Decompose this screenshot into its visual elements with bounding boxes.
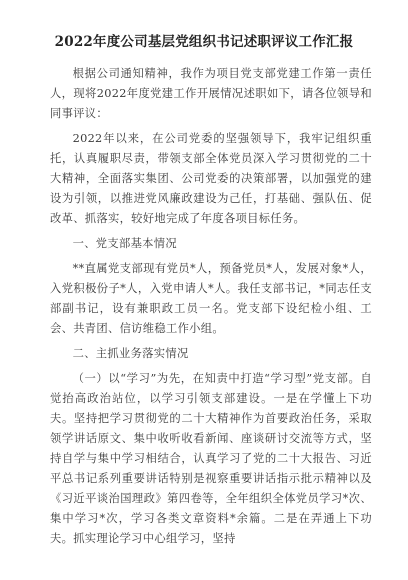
study-paragraph: （一）以“学习”为先，在知责中打造“学习型”党支部。自觉抬高政治站位，以学习引领支部建设。一是在学懂上下功夫。坚持把学习贯彻党的二十大精神作为首要政治任务，采取领学讲话原文、集中收听收看新闻、座谈研讨交流等方式，坚持自学与集中学习相结合，认真学习了党的二十大报告、习近平总书记系列重要讲话特别是视察重要讲话指示批示精神以及《习近平谈治国理政》第四卷等，全年组织全体党员学习*次、集中学习*次，学习各类文章资料*余篇。二是在弄通上下功夫。抓实理论学习中心组学习，坚持 xyxy=(50,372,372,545)
document-title: 2022年度公司基层党组织书记述职评议工作汇报 xyxy=(54,34,354,50)
document-body xyxy=(50,64,372,549)
basic-info-paragraph: **直属党支部现有党员*人，预备党员*人，发展对象*人，入党积极份子*人，入党申请人*人。我任支部书记，*同志任支部副书记，设有兼职政工员一名。党支部下设纪检小组、工会、共青团、信访维稳工作小组。 xyxy=(50,262,372,335)
overview-paragraph: 2022年以来，在公司党委的坚强领导下，我牢记组织重托，认真履职尽责，带领支部全体党员深入学习贯彻党的二十大精神，全面落实集团、公司党委的决策部署，以加强党的建设为引领，以推进党风廉政建设为己任，打基础、强队伍、促改革、抓落实，较好地完成了年度各项目标任务。 xyxy=(50,132,372,225)
section-heading-basic-info: 一、党支部基本情况 xyxy=(72,237,177,250)
section-heading-work-implementation: 二、主抓业务落实情况 xyxy=(72,347,189,360)
intro-paragraph: 根据公司通知精神，我作为项目党支部党建工作第一责任人，现将2022年度党建工作开展情况述职如下，请各位领导和同事评议： xyxy=(50,67,372,120)
